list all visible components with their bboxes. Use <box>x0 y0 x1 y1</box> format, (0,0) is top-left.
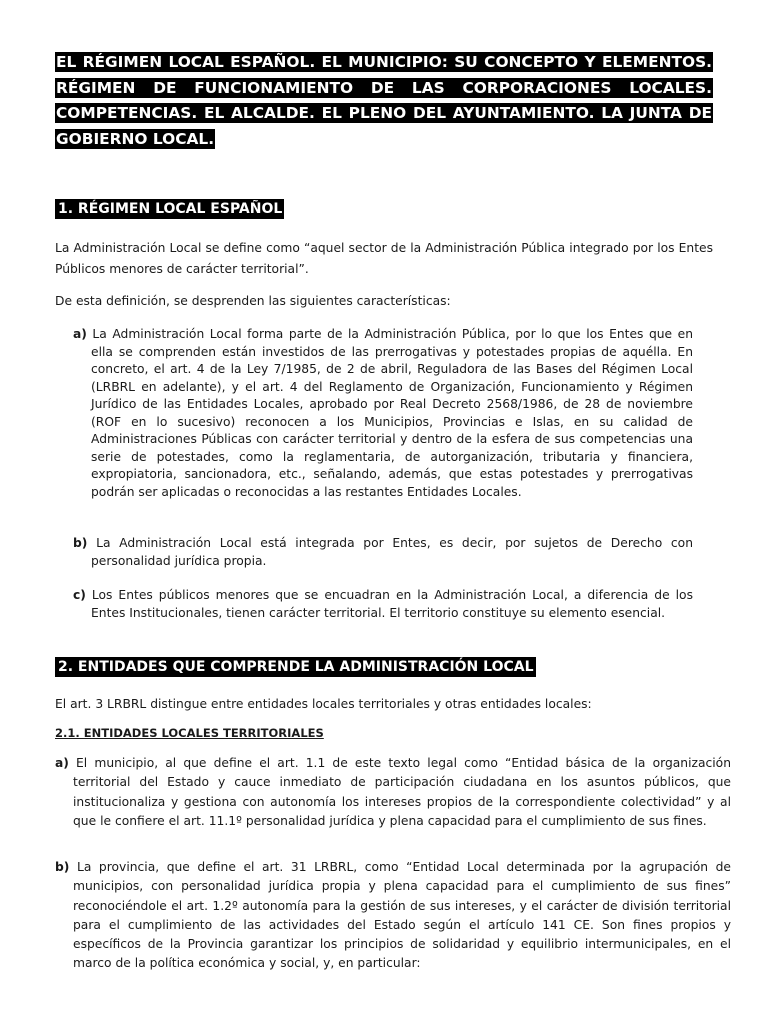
document-title-text: EL RÉGIMEN LOCAL ESPAÑOL. EL MUNICIPIO: SU CONCEPTO Y ELEMENTOS. RÉGIMEN DE FUNCIONAMIENTO DE LAS CORPORACIONES LOCALES. COMPETENCIAS. EL ALCALDE. EL PLENO DEL AYUNTAMIENTO. LA JUNTA DE GOBIERNO LOCAL. <box>56 53 712 148</box>
list-marker: b) <box>73 536 88 550</box>
list-item-text: El municipio, al que define el art. 1.1 de este texto legal como “Entidad básica de la organización territorial del Estado y cauce inmediato de participación ciudadana en los asuntos públicos, que institucionaliza y gestiona con autonomía los intereses propios de la correspondiente colectividad” y al que le confiere el art. 11.1º personalidad jurídica y plena capacidad para el cumplimiento de sus fines. <box>68 756 731 828</box>
document-title <box>55 50 713 152</box>
section-1-intro: La Administración Local se define como “aquel sector de la Administración Pública integrado por los Entes Públicos menores de carácter territorial”. <box>55 241 713 276</box>
section-2-heading <box>55 656 536 678</box>
section-1-heading <box>55 198 284 220</box>
list-item-text: La Administración Local está integrada por Entes, es decir, por sujetos de Derecho con personalidad jurídica propia. <box>87 536 693 568</box>
list-item-b <box>73 535 693 570</box>
list-marker: a) <box>55 756 69 770</box>
list-item-a <box>73 326 693 501</box>
list-item-text: Los Entes públicos menores que se encuadran en la Administración Local, a diferencia de los Entes Institucionales, tienen carácter territorial. El territorio constituye su elemento esencial. <box>85 588 693 620</box>
list-item-2b <box>55 858 731 974</box>
section-1-lead: De esta definición, se desprenden las siguientes características: <box>55 294 451 308</box>
section-1-heading-text: 1. RÉGIMEN LOCAL ESPAÑOL <box>55 199 284 219</box>
list-item-text: La Administración Local forma parte de la Administración Pública, por lo que los Entes que en ella se comprenden están investidos de las prerrogativas y potestades propias de aquélla. En concreto, el art. 4 de la Ley 7/1985, de 2 de abril, Reguladora de las Bases del Régimen Local (LRBRL en adelante), y el art. 4 del Reglamento de Organización, Funcionamiento y Régimen Jurídico de las Entidades Locales, aprobado por Real Decreto 2568/1986, de 28 de noviembre (ROF en lo sucesivo) reconocen a los Municipios, Provincias e Islas, en su calidad de Administraciones Públicas con carácter territorial y dentro de la esfera de sus competencias una serie de potestades, como la reglamentaria, de autorganización, tributaria y financiera, expropiatoria, sancionadora, etc., señalando, además, que estas potestades y prerrogativas podrán ser aplicadas o reconocidas a las restantes Entidades Locales. <box>86 327 693 499</box>
list-item-2a <box>55 754 731 831</box>
section-2-intro: El art. 3 LRBRL distingue entre entidades locales territoriales y otras entidades locales: <box>55 697 592 711</box>
list-item-text: La provincia, que define el art. 31 LRBRL, como “Entidad Local determinada por la agrupación de municipios, con personalidad jurídica propia y plena capacidad para el cumplimiento de sus fines” reconociéndole el art. 1.2º autonomía para la gestión de sus intereses, y el carácter de división territorial para el cumplimiento de las actividades del Estado según el artículo 141 CE. Son fines propios y específicos de la Provincia garantizar los principios de solidaridad y equilibrio intermunicipales, en el marco de la política económica y social, y, en particular: <box>69 860 731 971</box>
list-marker: c) <box>73 588 86 602</box>
section-2-heading-text: 2. ENTIDADES QUE COMPRENDE LA ADMINISTRACIÓN LOCAL <box>55 657 536 677</box>
list-item-c <box>73 587 693 622</box>
list-marker: b) <box>55 860 70 874</box>
section-2-1-subheading: 2.1. ENTIDADES LOCALES TERRITORIALES <box>55 726 324 740</box>
list-marker: a) <box>73 327 87 341</box>
